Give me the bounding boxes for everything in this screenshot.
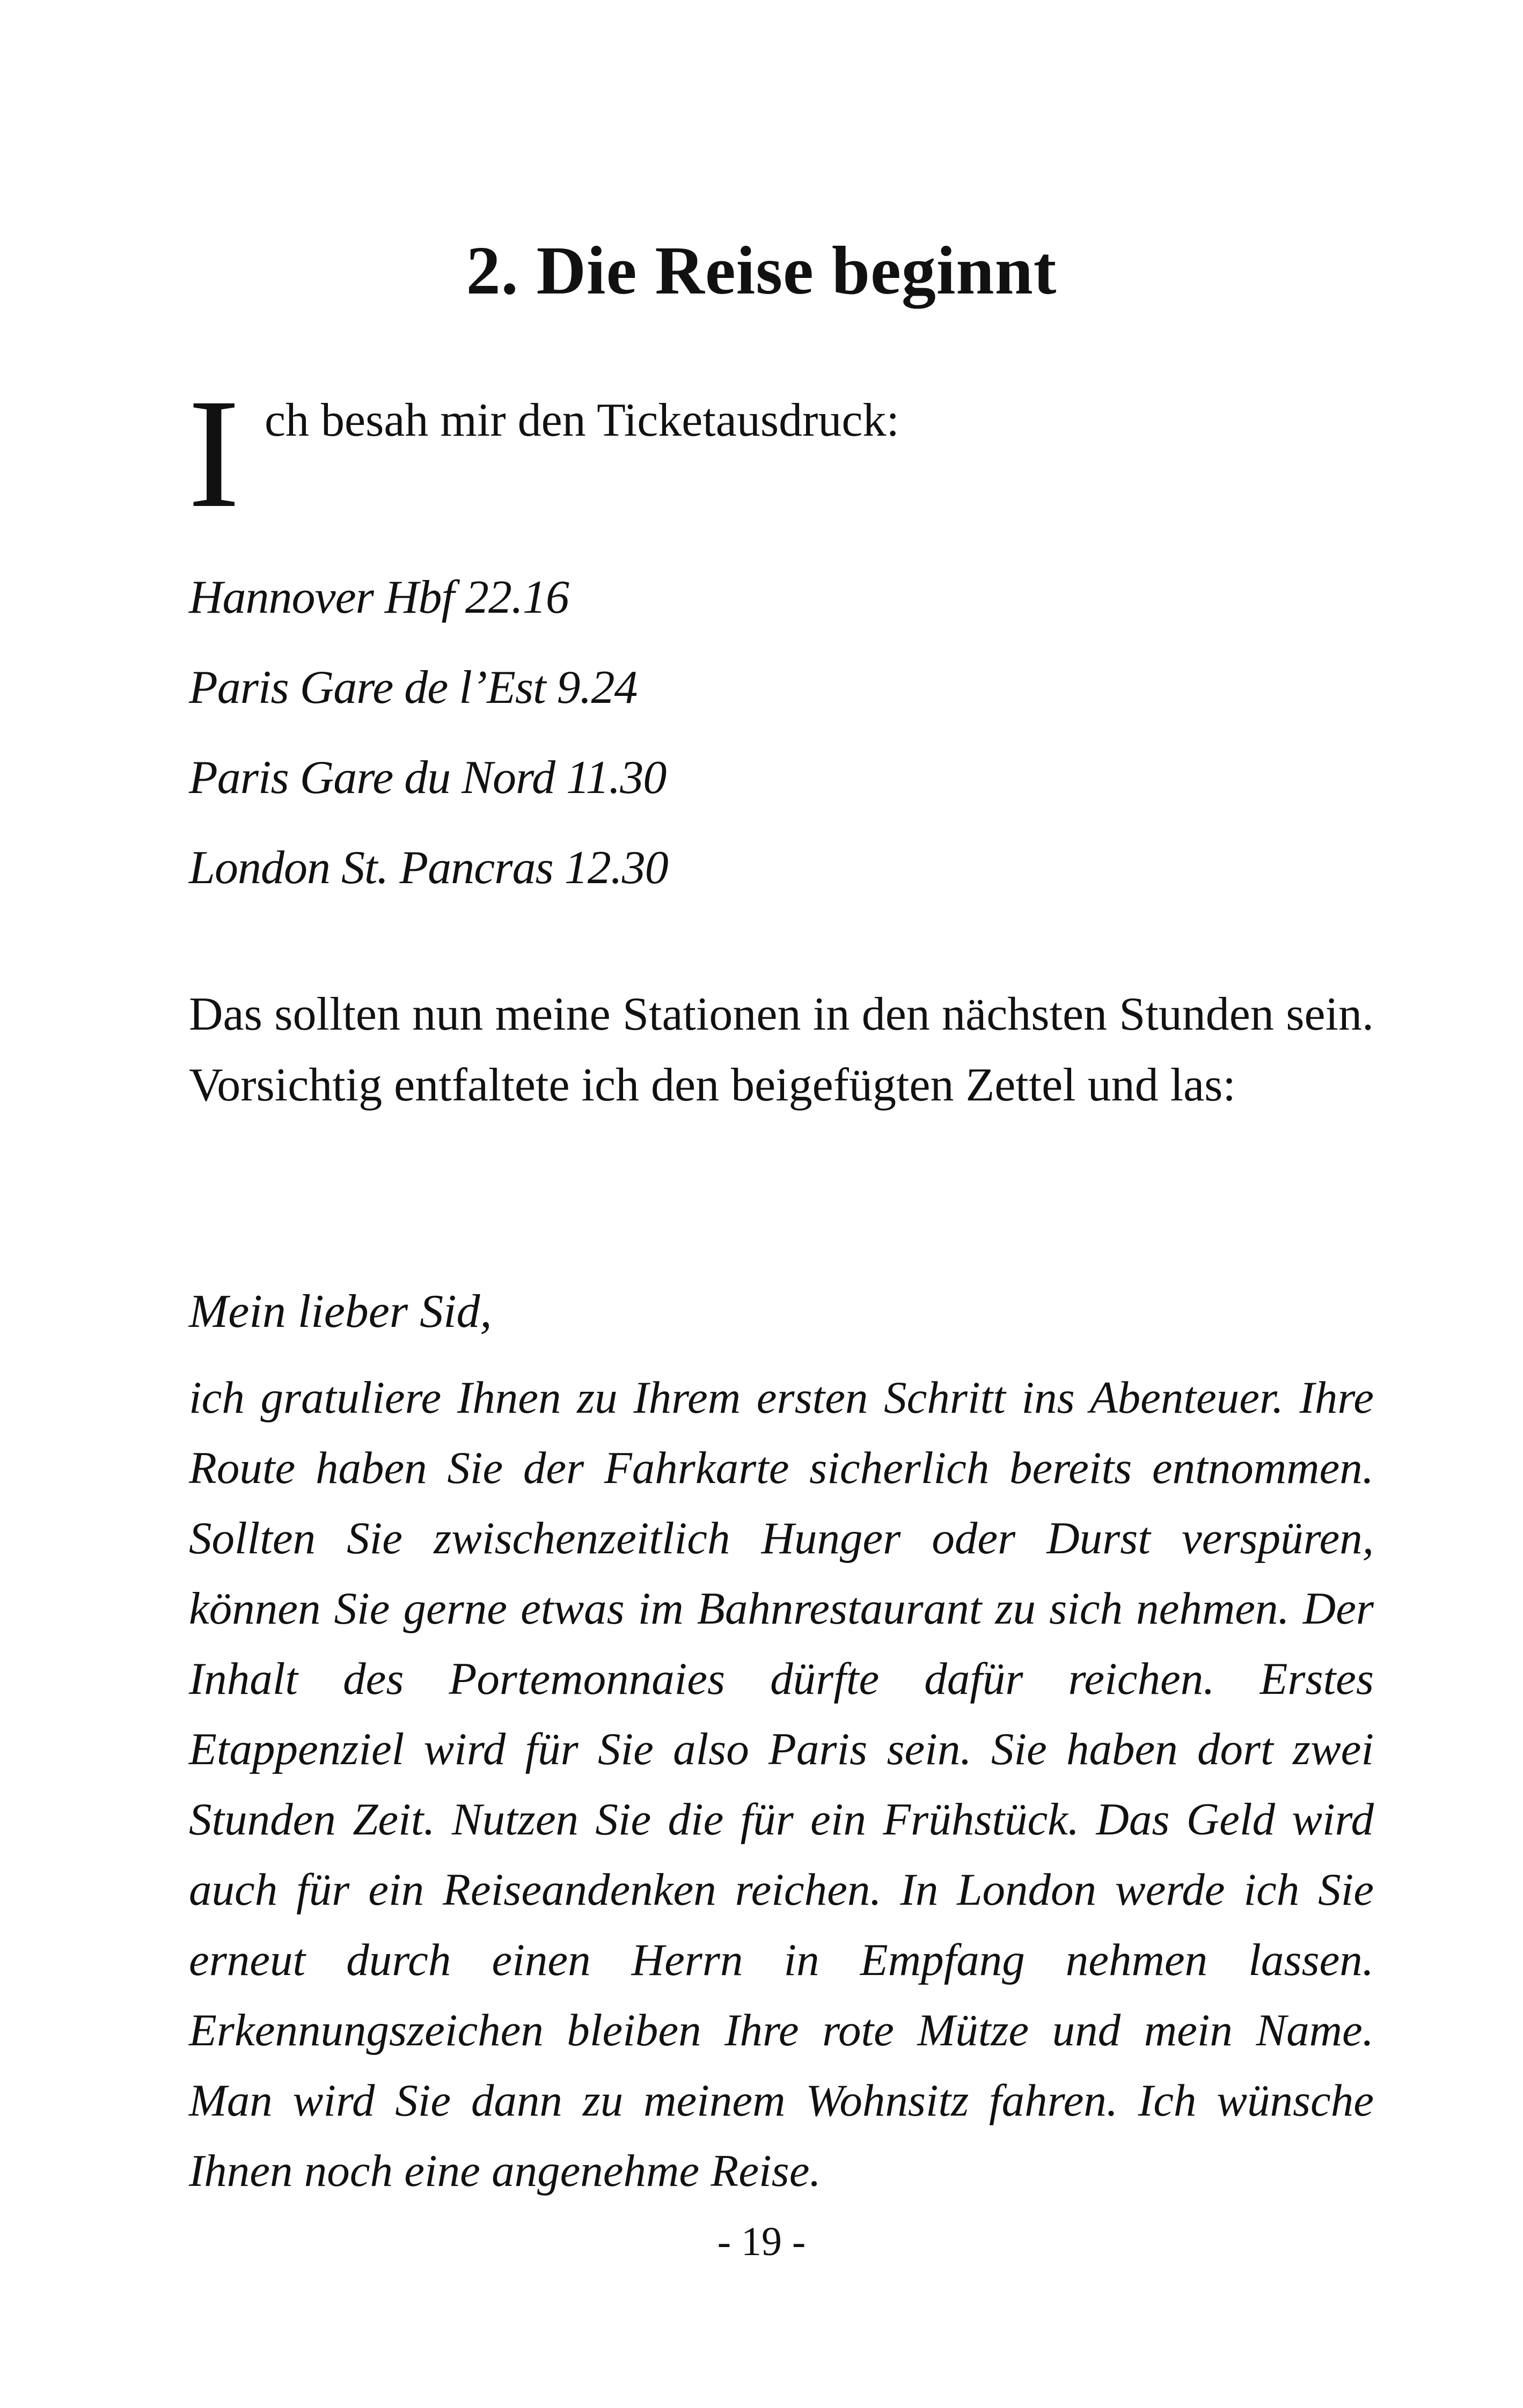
ticket-station: Paris Gare de l’Est 9.24 [189,662,638,714]
ticket-station: London St. Pancras 12.30 [189,842,668,894]
page-number: - 19 - [717,2219,806,2264]
body-paragraph: Das sollten nun meine Stationen in den nächsten Stunden sein. Vorsichtig entfaltete ich den beigefügten Zettel und las: [189,988,1374,1111]
ticket-station-list [189,553,668,913]
chapter-title: 2. Die Reise beginnt [466,232,1057,309]
intro-text: ch besah mir den Ticketausdruck: [265,394,899,446]
ticket-station: Paris Gare du Nord 11.30 [189,752,667,804]
drop-cap: I [188,367,240,540]
letter-salutation: Mein lieber Sid, [189,1286,492,1338]
letter-body: ich gratuliere Ihnen zu Ihrem ersten Schritt ins Abenteuer. Ihre Route haben Sie der Fahrkarte sicherlich bereits entnommen. Sollten Sie zwischenzeitlich Hunger oder Durst verspüren, können Sie gerne etwas im Bahnrestaurant zu sich nehmen. Der Inhalt des Portemonnaies dürfte dafür reichen. Erstes Etappenziel wird für Sie also Paris sein. Sie haben dort zwei Stunden Zeit. Nutzen Sie die für ein Frühstück. Das Geld wird auch für ein Reiseandenken reichen. In London werde ich Sie erneut durch einen Herrn in Empfang nehmen lassen. Erkennungszeichen bleiben Ihre rote Mütze und mein Name. Man wird Sie dann zu meinem Wohnsitz fahren. Ich wünsche Ihnen noch eine angenehme Reise. [189,1372,1374,2196]
letter [189,1277,1374,2206]
ticket-station: Hannover Hbf 22.16 [189,571,569,623]
